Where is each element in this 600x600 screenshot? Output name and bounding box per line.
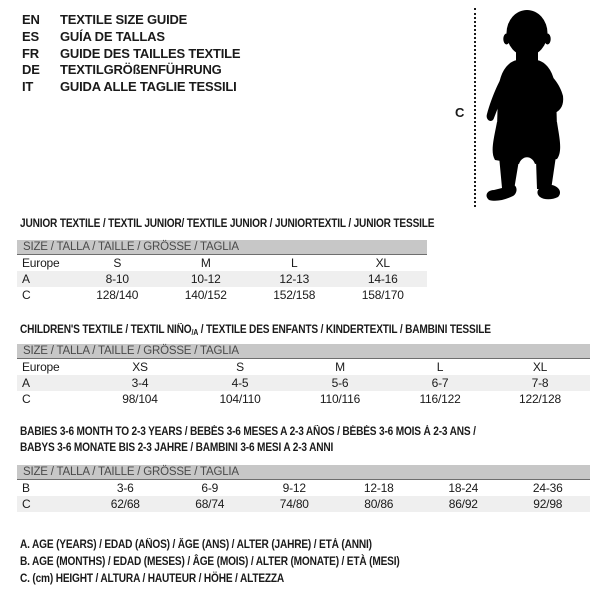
table-cell: 110/116 [319, 392, 361, 406]
table-cell: M [335, 360, 345, 374]
table-cell: 6-7 [431, 376, 449, 390]
table-cell: 152/158 [273, 288, 316, 302]
height-dotted-line [474, 8, 476, 207]
row-label: A [22, 376, 30, 390]
table-cell: 3-4 [131, 376, 149, 390]
table-cell: 7-8 [531, 376, 549, 390]
section-title-children-sub: /A [191, 328, 199, 337]
table-cell: XS [132, 360, 148, 374]
babies-size-table [17, 465, 590, 512]
table-cell: M [200, 256, 211, 270]
language-code: ES [22, 28, 39, 44]
language-row-es [22, 29, 240, 46]
table-cell: 6-9 [201, 481, 219, 495]
table-cell: 12-13 [279, 272, 310, 286]
language-title: GUIDE DES TAILLES TEXTILE [60, 45, 241, 61]
table-cell: 9-12 [282, 481, 306, 495]
table-cell: XL [375, 256, 390, 270]
table-cell: XL [532, 360, 548, 374]
section-title-babies-line2: BABYS 3-6 MONATE BIS 2-3 JAHRE / BAMBINI 3-6 MESI A 2-3 ANNI [20, 442, 334, 454]
language-title: GUIDA ALLE TAGLIE TESSILI [60, 79, 237, 95]
language-row-de [22, 62, 240, 79]
table-row-height [17, 496, 590, 512]
section-title-junior: JUNIOR TEXTILE / TEXTIL JUNIOR/ TEXTILE JUNIOR / JUNIORTEXTIL / JUNIOR TESSILE [20, 218, 435, 230]
table-cell: 62/68 [110, 497, 140, 511]
language-code: EN [22, 12, 40, 27]
row-label: C [22, 392, 31, 406]
table-cell: 92/98 [533, 497, 563, 511]
section-title-children [20, 322, 491, 341]
legend-note-b: B. AGE (MONTHS) / EDAD (MESES) / ÂGE (MOIS) / ALTER (MONATE) / ETÀ (MESI) [20, 556, 400, 569]
table-cell: 3-6 [116, 481, 134, 495]
table-row-age [17, 375, 590, 391]
height-measure-label: C [455, 105, 465, 120]
table-cell: 74/80 [279, 497, 309, 511]
row-label: A [22, 272, 30, 286]
table-header-bar: SIZE / TALLA / TAILLE / GRÖSSE / TAGLIA [17, 465, 590, 480]
junior-size-table [17, 240, 427, 303]
table-cell: 68/74 [195, 497, 225, 511]
language-code: DE [22, 62, 40, 78]
table-cell: S [236, 360, 244, 374]
row-label: B [22, 481, 30, 495]
baby-silhouette-icon [483, 8, 568, 213]
row-label: Europe [22, 256, 60, 270]
table-cell: L [291, 256, 298, 270]
table-cell: 122/128 [519, 392, 561, 406]
table-header-bar: SIZE / TALLA / TAILLE / GRÖSSE / TAGLIA [17, 344, 590, 359]
row-label: Europe [22, 360, 60, 374]
table-row-age [17, 271, 427, 287]
table-cell: 98/104 [122, 392, 158, 406]
language-title: TEXTILGRÖßENFÜHRUNG [60, 62, 222, 78]
table-cell: 12-18 [363, 481, 394, 495]
table-cell: 80/86 [364, 497, 394, 511]
legend-notes [20, 537, 400, 589]
children-size-table [17, 344, 590, 407]
table-cell: 5-6 [331, 376, 349, 390]
table-cell: 14-16 [367, 272, 398, 286]
table-row-europe [17, 255, 427, 271]
table-row-age-months [17, 480, 590, 496]
language-row-fr [22, 46, 240, 63]
table-cell: 10-12 [190, 272, 221, 286]
table-cell: 24-36 [532, 481, 563, 495]
language-code: IT [22, 79, 34, 95]
table-cell: 18-24 [448, 481, 479, 495]
language-code: FR [22, 45, 39, 61]
table-cell: 86/92 [448, 497, 478, 511]
language-title: GUÍA DE TALLAS [60, 28, 165, 44]
table-cell: 8-10 [105, 272, 129, 286]
legend-note-a: A. AGE (YEARS) / EDAD (AÑOS) / ÂGE (ANS) / ALTER (JAHRE) / ETÀ (ANNI) [20, 539, 372, 551]
row-label: C [22, 497, 31, 511]
table-cell: 128/140 [96, 288, 139, 302]
table-cell: S [113, 256, 122, 270]
table-header-bar: SIZE / TALLA / TAILLE / GRÖSSE / TAGLIA [17, 240, 427, 255]
section-title-children-post: / TEXTILE DES ENFANTS / KINDERTEXTIL / BAMBINI TESSILE [198, 324, 491, 336]
table-cell: 140/152 [184, 288, 227, 302]
row-label: C [22, 288, 31, 302]
table-cell: L [436, 360, 444, 374]
language-row-it [22, 79, 240, 96]
language-row-en [22, 12, 240, 29]
table-cell: 116/122 [419, 392, 461, 406]
table-cell: 4-5 [231, 376, 249, 390]
language-title: TEXTILE SIZE GUIDE [60, 12, 188, 27]
table-cell: 158/170 [361, 288, 404, 302]
table-row-europe [17, 359, 590, 375]
table-row-height [17, 287, 427, 303]
section-title-babies [20, 424, 476, 456]
legend-note-c: C. (cm) HEIGHT / ALTURA / HAUTEUR / HÖHE / ALTEZZA [20, 573, 285, 586]
table-row-height [17, 391, 590, 407]
language-list [22, 12, 240, 96]
table-cell: 104/110 [219, 392, 261, 406]
section-title-children-pre: CHILDREN'S TEXTILE / TEXTIL NIÑO [20, 324, 192, 336]
section-title-babies-line1: BABIES 3-6 MONTH TO 2-3 YEARS / BEBÉS 3-6 MESES A 2-3 AÑOS / BÉBÉS 3-6 MOIS À 2-3 ANS / [20, 426, 476, 438]
